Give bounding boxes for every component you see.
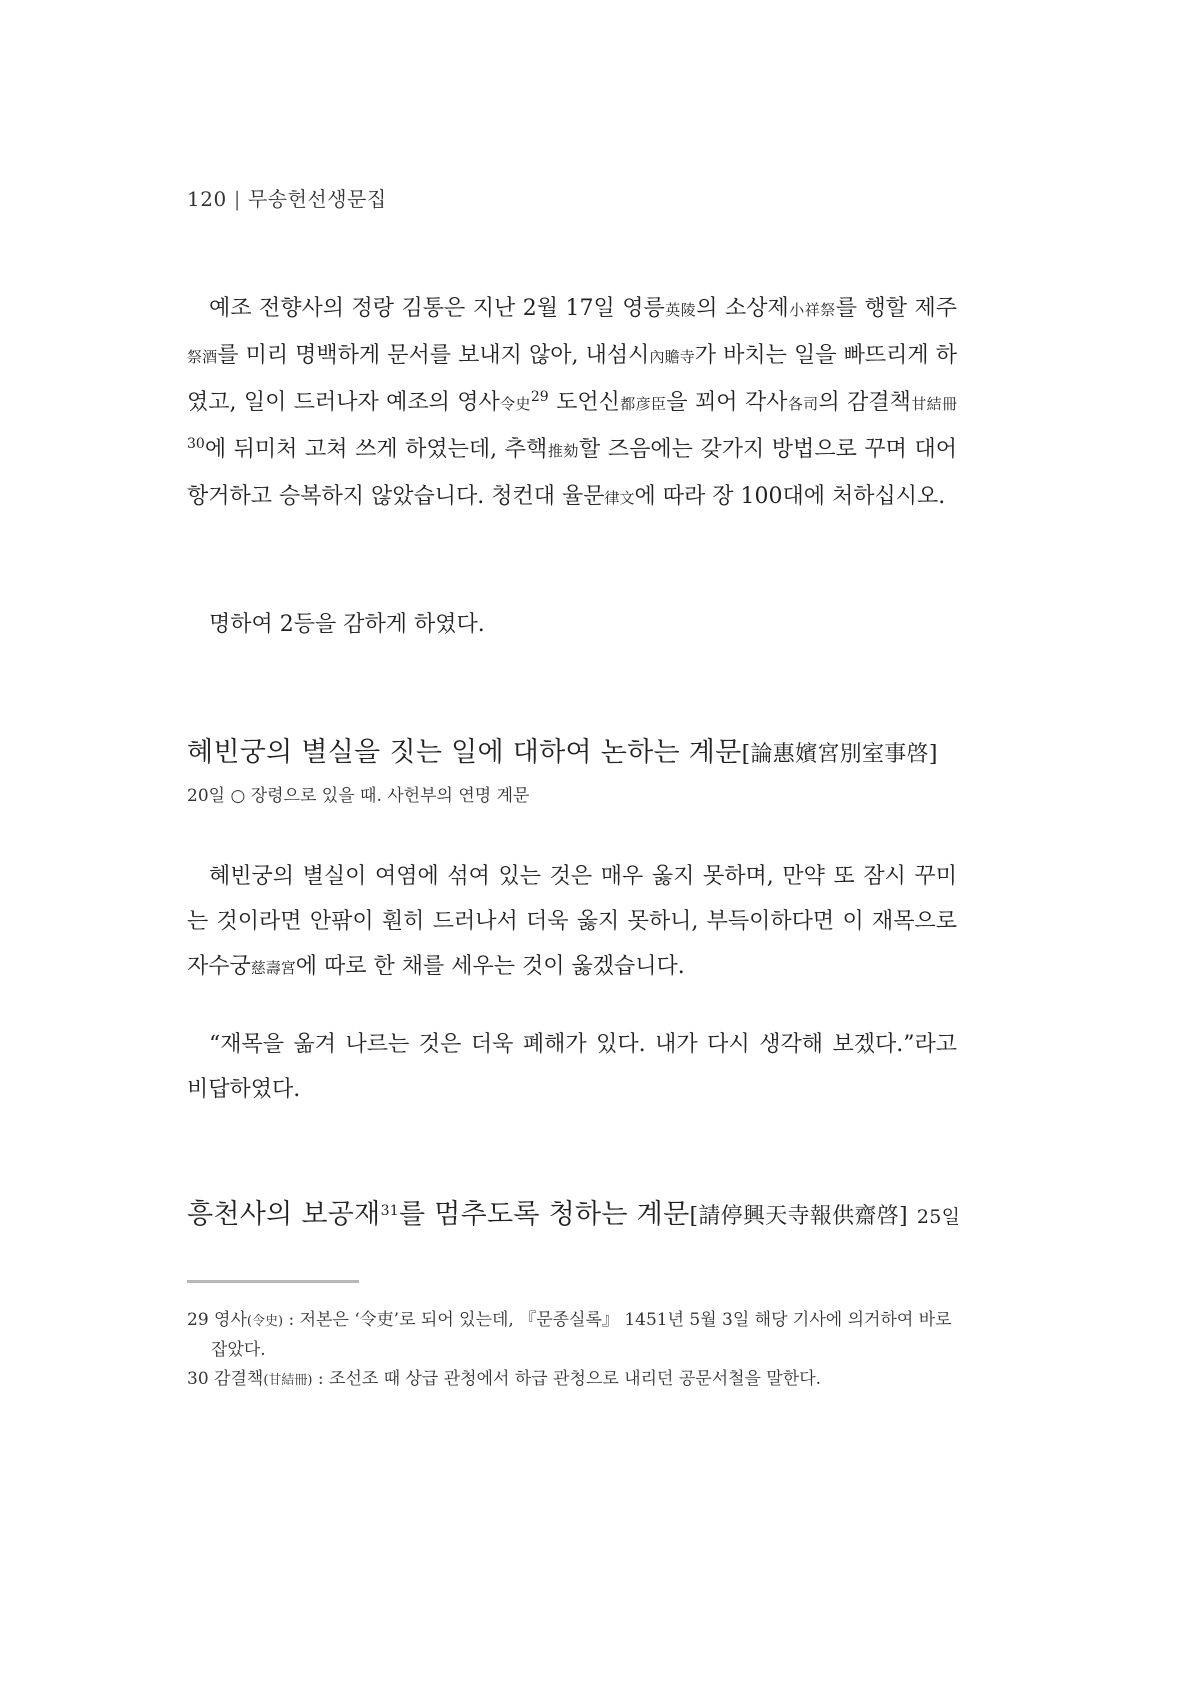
hanja-gloss: 推劾 [547,442,580,460]
text-run: 에 뒤미처 고쳐 쓰게 하였는데, 추핵 [204,437,548,462]
heading-text: 를 멈추도록 청하는 계문 [398,1199,690,1230]
footnote-ref[interactable]: 29 [530,389,549,405]
text-run: 예조 전향사의 정랑 김통은 지난 2월 17일 영릉 [209,296,665,321]
body-paragraph [187,854,957,991]
heading-hanja: [請停興天寺報供齋啓] [689,1204,908,1229]
heading-subnote: 20일 ○ 장령으로 있을 때. 사헌부의 연명 계문 [187,786,530,806]
header-separator: | [233,187,241,211]
book-title: 무송헌선생문집 [247,187,387,211]
section1-paragraph1 [187,286,957,521]
text-run: 의 소상제 [696,296,789,321]
running-header [187,183,387,212]
body-paragraph [187,286,957,521]
hanja-gloss: 慈壽宮 [250,959,296,977]
footnote-number: 29 [187,1310,209,1330]
section2-paragraph1 [187,854,957,991]
page-number: 120 [187,187,227,211]
text-run: 의 감결책 [818,390,911,415]
footnote-hanja: (甘結冊) [263,1373,313,1388]
hanja-gloss: 祭酒 [187,348,218,366]
hanja-gloss: 英陵 [664,301,697,319]
hanja-gloss: 各司 [787,395,819,413]
section1-paragraph2 [187,602,957,647]
hanja-gloss: 律文 [604,489,635,507]
hanja-gloss: 小祥祭 [788,301,836,319]
section2-heading-block [187,733,957,806]
footnote-text: : 조선조 때 상급 관청에서 하급 관청으로 내리던 공문서철을 말한다. [312,1369,822,1389]
hanja-gloss: 內贍寺 [649,348,695,366]
body-paragraph: 명하여 2등을 감하게 하였다. [209,612,485,637]
heading-text: 흥천사의 보공재 [187,1199,381,1230]
footnote-term: 영사 [214,1310,247,1330]
footnote-divider [187,1280,359,1283]
footnote-ref[interactable]: 31 [380,1203,399,1219]
footnote-ref[interactable]: 30 [187,436,205,452]
heading-date: 25일 [916,1206,961,1228]
footnote-text: : 저본은 ‘令吏’로 되어 있는데, 『문종실록』 1451년 5월 3일 해당 기사에 의거하여 바로잡았다. [211,1310,952,1360]
text-run: 에 따라 장 100대에 처하십시오. [634,484,946,509]
footnotes [187,1306,957,1395]
body-paragraph: “재목을 옮겨 나르는 것은 더욱 폐해가 있다. 내가 다시 생각해 보겠다.”라고 비답하였다. [187,1032,957,1102]
footnote-30 [187,1365,957,1395]
section-heading [187,1195,961,1237]
footnote-term: 감결책 [214,1369,264,1389]
footnote-number: 30 [187,1369,209,1389]
footnote-hanja: (令史) [246,1314,284,1329]
text-run: 를 행할 제주 [835,296,957,321]
text-run: 혜빈궁의 별실이 여염에 섞여 있는 것은 매우 옳지 못하며, 만약 또 잠시 꾸미는 것이라면 안팎이 훤히 드러나서 더욱 옳지 못하니, 부득이하다면 이 재목으로 자수궁 [187,864,957,979]
text-run: 을 꾀어 각사 [666,390,788,415]
section-heading [187,733,957,775]
hanja-gloss: 甘結冊 [910,395,957,413]
section3-heading-block [187,1195,961,1237]
text-run: 도언신 [548,390,620,415]
text-run: 에 따로 한 채를 세우는 것이 옳겠습니다. [295,954,685,979]
hanja-gloss: 令史 [499,395,531,413]
footnote-29 [187,1306,957,1365]
section2-paragraph2 [187,1022,957,1112]
heading-hanja: [論惠嬪宮別室事啓] [741,742,938,767]
heading-text: 혜빈궁의 별실을 짓는 일에 대하여 논하는 계문 [187,737,742,768]
text-run: 가 바치는 일을 빠뜨리게 하였고, 일이 드러나자 예조의 영사 [187,343,957,415]
text-run: 를 미리 명백하게 문서를 보내지 않아, 내섬시 [217,343,650,368]
hanja-gloss: 都彦臣 [619,395,667,413]
text-run: 할 즈음에는 갖가지 방법으로 꾸며 대어 항거하고 승복하지 않았습니다. 청컨대 율문 [187,437,957,509]
